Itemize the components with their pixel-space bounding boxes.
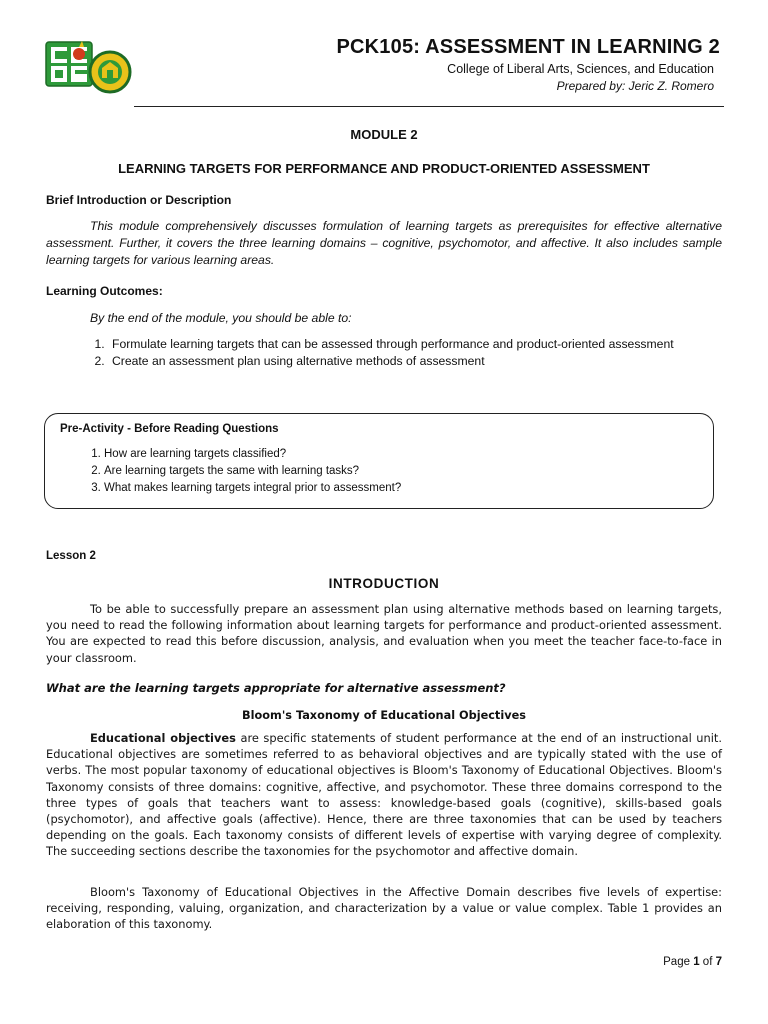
- affective-paragraph: [46, 884, 722, 933]
- list-item: 2. Create an assessment plan using alternative methods of assessment: [108, 353, 768, 370]
- lesson-intro-text: [46, 601, 722, 666]
- total-pages: 7: [715, 956, 722, 968]
- of-word: of: [702, 956, 713, 968]
- outcomes-lead-text: By the end of the module, you should be able to:: [90, 311, 352, 325]
- course-title: PCK105: ASSESSMENT IN LEARNING 2: [336, 36, 720, 58]
- intro-text: [46, 218, 722, 269]
- college-name: College of Liberal Arts, Sciences, and Education: [447, 62, 714, 76]
- page-word: Page: [663, 956, 690, 968]
- module-number: MODULE 2: [350, 127, 418, 142]
- list-item: 1. Formulate learning targets that can be assessed through performance and product-oriented assessment: [108, 336, 768, 353]
- objectives-term: Educational objectives: [90, 731, 236, 745]
- lesson-intro-body: To be able to successfully prepare an assessment plan using alternative methods based on learning targets, you need to read the following information about learning targets for performance and product-oriented assessment. You are expected to read this before discussion, analysis, and evaluation when you meet the teacher face-to-face in your classroom.: [46, 602, 722, 665]
- objectives-text: are specific statements of student performance at the end of an instructional unit. Educational objectives are sometimes referred to as behavioral objectives and are typically stated with the use of verbs. The most popular taxonomy of educational objectives is Bloom's Taxonomy of Educational Objectives. Bloom's Taxonomy consists of three domains: cognitive, affective, and psychomotor. These three domains correspond to the three types of goals that teachers want to assess: knowledge-based goals (cognitive), skills-based goals (psychomotor), and affective goals (affective). Hence, there are three taxonomies that can be used by teachers depending on the goals. Each taxonomy consists of different levels of expertise with varying degree of complexity. The succeeding sections describe the taxonomies for the psychomotor and affective domain.: [46, 731, 722, 859]
- outcomes-lead: [46, 310, 722, 327]
- lesson-question: What are the learning targets appropriate for alternative assessment?: [46, 681, 506, 695]
- lesson-heading: INTRODUCTION: [328, 575, 440, 592]
- list-item: 3. What makes learning targets integral prior to assessment?: [104, 480, 704, 497]
- intro-heading: Brief Introduction or Description: [46, 193, 232, 207]
- header-divider: [134, 106, 724, 107]
- current-page: 1: [693, 956, 700, 968]
- pre-activity-title: Pre-Activity - Before Reading Questions: [60, 423, 279, 435]
- page-number: [663, 956, 722, 968]
- list-item: 2. Are learning targets the same with learning tasks?: [104, 463, 704, 480]
- lesson-label: Lesson 2: [46, 550, 96, 562]
- college-logo: [44, 38, 134, 94]
- module-title: LEARNING TARGETS FOR PERFORMANCE AND PRODUCT-ORIENTED ASSESSMENT: [118, 161, 650, 176]
- list-item: 1. How are learning targets classified?: [104, 446, 704, 463]
- outcomes-list: [46, 336, 768, 370]
- pre-activity-list: [60, 446, 704, 497]
- prepared-by: Prepared by: Jeric Z. Romero: [556, 79, 714, 93]
- intro-body: This module comprehensively discusses formulation of learning targets as prerequisites for effective alternative assessment. Further, it covers the three learning domains – cognitive, psychomotor, and affective. It also includes sample learning targets for various learning areas.: [46, 219, 722, 267]
- affective-text: Bloom's Taxonomy of Educational Objectives in the Affective Domain describes five levels of expertise: receiving, responding, valuing, organization, and characterization by a value or value complex. Table 1 provides an elaboration of this taxonomy.: [46, 885, 722, 932]
- outcomes-heading: Learning Outcomes:: [46, 284, 163, 298]
- bloom-heading: Bloom's Taxonomy of Educational Objectives: [242, 709, 526, 722]
- objectives-paragraph: [46, 730, 722, 860]
